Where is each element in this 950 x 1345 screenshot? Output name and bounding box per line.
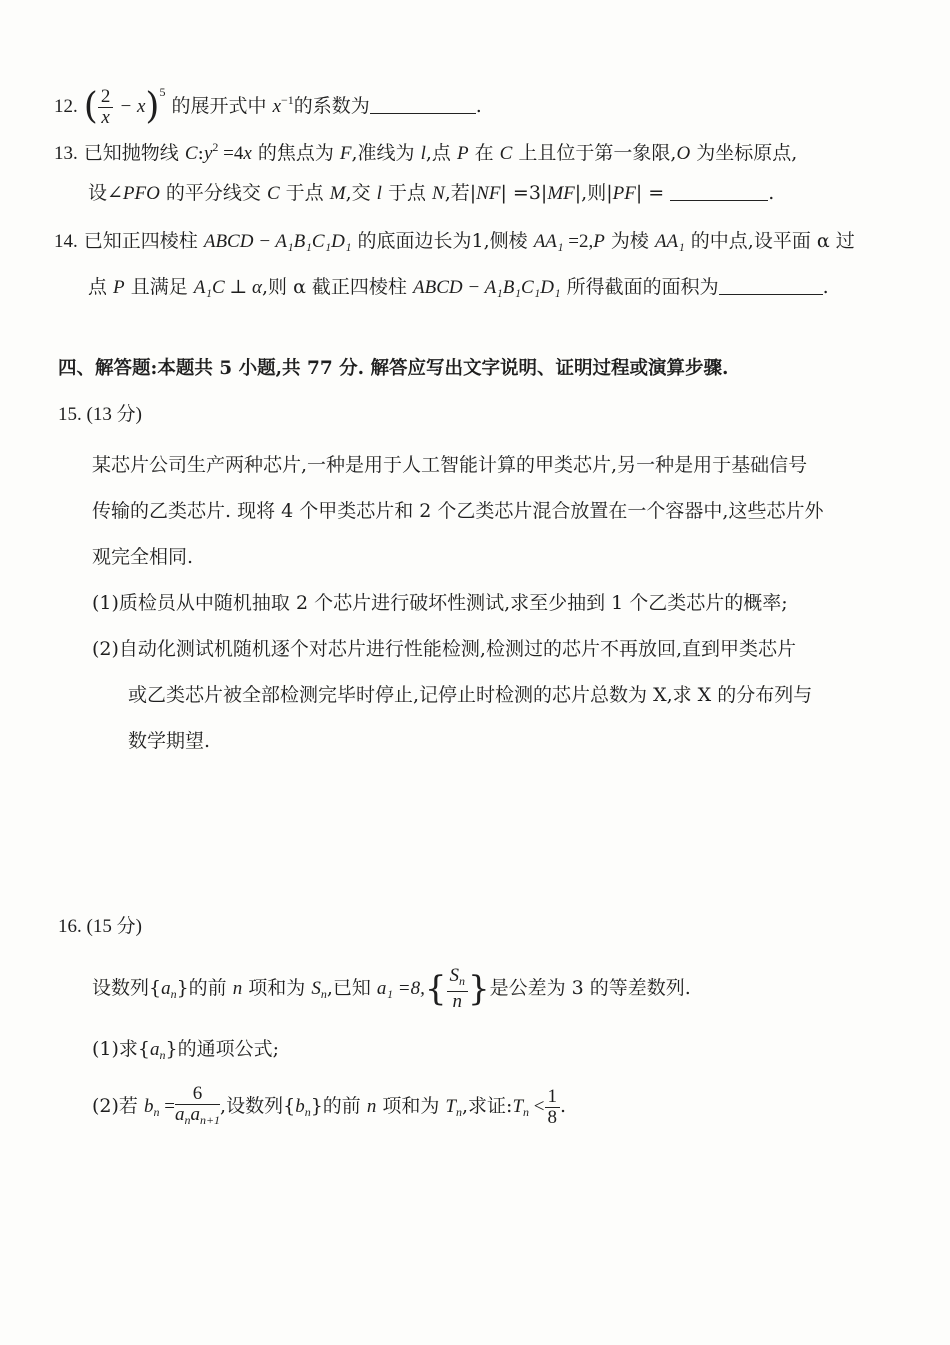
q15-subquestion-2-line-3: 数学期望. <box>128 730 211 752</box>
section-heading: 四、解答题:本题共 5 小题,共 77 分. 解答应写出文字说明、证明过程或演算步骤. <box>58 358 729 379</box>
answer-blank <box>719 276 823 295</box>
fraction-1-over-8: $\frac{1}{8}$ <box>545 1087 561 1128</box>
q15-paragraph-line-2: 传输的乙类芯片. 现将 4 个甲类芯片和 2 个乙类芯片混合放置在一个容器中,这些芯片外 <box>92 500 824 522</box>
q15-subquestion-1: (1)质检员从中随机抽取 2 个芯片进行破坏性测试,求至少抽到 1 个乙类芯片的概率; <box>92 592 788 614</box>
question-14-line-2: 点 P 且满足 A₁C ⊥ α,则 α 截正四棱柱 ABCD − A₁B₁C₁D₁ 所得截面的面积为 . <box>88 276 829 298</box>
q15-paragraph-line-3: 观完全相同. <box>92 546 194 568</box>
question-15-header: 15. (13 分) <box>58 404 142 425</box>
question-13-line-1: 13. 已知抛物线 $C:y^2 =4x$ 的焦点为 F,准线为 l,点 P 在 C 上且位于第一象限,O 为坐标原点, <box>54 140 798 164</box>
answer-blank <box>370 95 476 114</box>
fraction-2-over-x: $\frac{2}{x}$ <box>98 87 114 128</box>
question-13-line-2: 设∠PFO 的平分线交 C 于点 M,交 l 于点 N,若|NF| =3|MF|,则|PF| = . <box>88 182 775 204</box>
q16-statement: 设数列$\{a_n\}$的前 n 项和为 $S_n$,已知 a₁ =8,{ $\frac{S_n}{n}$ }是公差为 3 的等差数列. <box>92 965 691 1012</box>
fraction-sn-over-n: $\frac{S_n}{n}$ <box>447 966 469 1012</box>
q16-subquestion-2: (2)若 $b_n$ = $\frac{6}{a_na_{n+1}}$ ,设数列$\{b_n\}$的前 n 项和为 $T_n$,求证$:T_n$ < $\frac{1}{8}$ . <box>92 1084 566 1128</box>
answer-blank <box>670 182 768 201</box>
question-number: 12. <box>54 96 78 117</box>
q15-subquestion-2-line-1: (2)自动化测试机随机逐个对芯片进行性能检测,检测过的芯片不再放回,直到甲类芯片 <box>92 638 796 660</box>
question-16-header: 16. (15 分) <box>58 916 142 937</box>
question-14-line-1: 14. 已知正四棱柱 ABCD − A₁B₁C₁D₁ 的底面边长为1,侧棱 AA₁ =2,P 为棱 AA₁ 的中点,设平面 α 过 <box>54 230 855 252</box>
q15-subquestion-2-line-2: 或乙类芯片被全部检测完毕时停止,记停止时检测的芯片总数为 X,求 X 的分布列与 <box>128 684 813 706</box>
fraction-6-over-anan1: $\frac{6}{a_na_{n+1}}$ <box>174 1083 221 1127</box>
question-12: 12. ( $\frac{2}{x}$ − x)$^5$ 的展开式中 $x^{-1}$的系数为 . <box>54 85 482 128</box>
q15-paragraph-line-1: 某芯片公司生产两种芯片,一种是用于人工智能计算的甲类芯片,另一种是用于基础信号 <box>92 454 808 476</box>
q16-subquestion-1: (1)求$\{a_n\}$的通项公式; <box>92 1038 280 1062</box>
